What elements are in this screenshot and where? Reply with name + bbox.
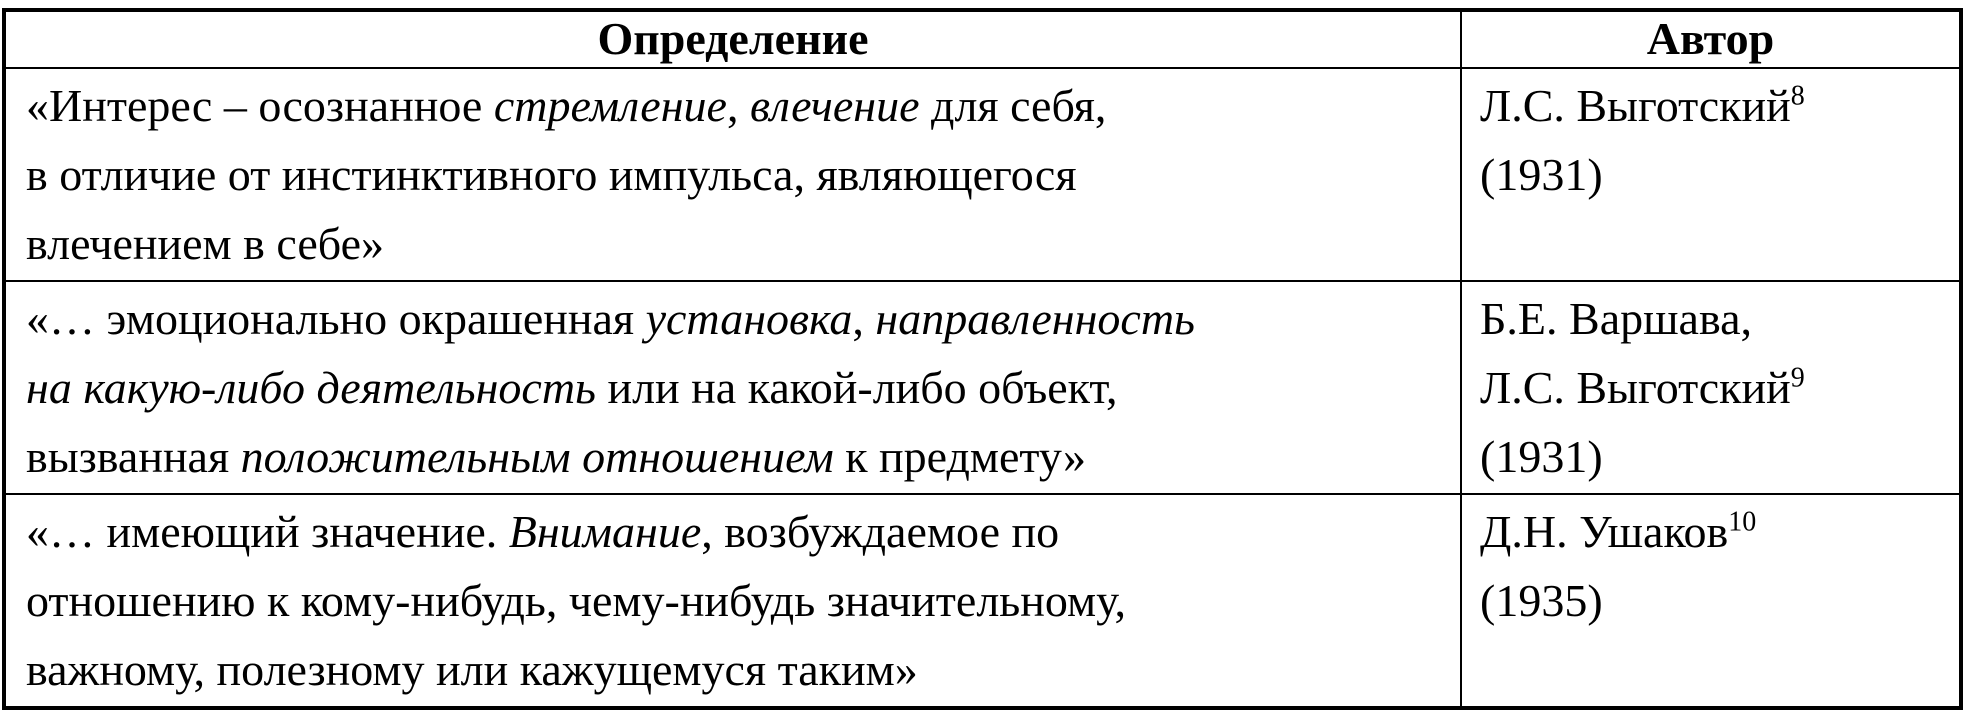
definition-text-line bbox=[26, 353, 1450, 422]
definition-text-line bbox=[26, 497, 1450, 566]
definition-text-segment: , bbox=[726, 80, 750, 131]
column-header-definition: Определение bbox=[4, 10, 1461, 68]
author-name-text: (1931) bbox=[1480, 431, 1603, 482]
definition-text-segment: отношению к кому-нибудь, чему-нибудь значительному, bbox=[26, 575, 1127, 626]
definition-text-segment: , возбуждаемое по bbox=[701, 506, 1060, 557]
author-text-line bbox=[1480, 566, 1953, 635]
author-text-line bbox=[1480, 497, 1953, 566]
definition-italic-segment: направленность bbox=[875, 293, 1195, 344]
footnote-superscript: 8 bbox=[1790, 80, 1805, 112]
definition-text-segment: «… имеющий значение. bbox=[26, 506, 509, 557]
definitions-table bbox=[2, 8, 1963, 710]
definition-text-segment: вызванная bbox=[26, 431, 241, 482]
definition-text-line bbox=[26, 284, 1450, 353]
definition-text-segment: важному, полезному или кажущемуся таким» bbox=[26, 644, 918, 695]
table-row bbox=[4, 68, 1961, 281]
table-row bbox=[4, 494, 1961, 708]
definition-text-line bbox=[26, 566, 1450, 635]
author-name-text: (1935) bbox=[1480, 575, 1603, 626]
definition-text-line bbox=[26, 140, 1450, 209]
author-cell bbox=[1461, 68, 1961, 281]
author-name-text: (1931) bbox=[1480, 149, 1603, 200]
column-header-author: Автор bbox=[1461, 10, 1961, 68]
author-text-line bbox=[1480, 71, 1953, 140]
author-name-text: Д.Н. Ушаков bbox=[1480, 506, 1729, 557]
definition-italic-segment: на какую-либо деятельность bbox=[26, 362, 596, 413]
definition-text-segment: к предмету» bbox=[833, 431, 1087, 482]
definition-text-segment: в отличие от инстинктивного импульса, являющегося bbox=[26, 149, 1077, 200]
definition-text-segment: «… эмоционально окрашенная bbox=[26, 293, 646, 344]
header-row bbox=[4, 10, 1961, 68]
table-row bbox=[4, 281, 1961, 494]
definition-text-segment: для себя, bbox=[919, 80, 1107, 131]
definition-text-line bbox=[26, 209, 1450, 278]
author-text-line bbox=[1480, 284, 1953, 353]
definition-text-segment: , bbox=[852, 293, 876, 344]
definition-italic-segment: влечение bbox=[749, 80, 920, 131]
author-name-text: Б.Е. Варшава, bbox=[1480, 293, 1752, 344]
author-text-line bbox=[1480, 422, 1953, 491]
definition-italic-segment: стремление bbox=[493, 80, 727, 131]
definition-cell bbox=[4, 494, 1461, 708]
table-header bbox=[4, 10, 1961, 68]
definition-cell bbox=[4, 281, 1461, 494]
definition-italic-segment: Внимание bbox=[508, 506, 702, 557]
author-text-line bbox=[1480, 140, 1953, 209]
definition-cell bbox=[4, 68, 1461, 281]
definition-text-line bbox=[26, 635, 1450, 704]
author-cell bbox=[1461, 494, 1961, 708]
table-body bbox=[4, 68, 1961, 708]
definition-text-line bbox=[26, 71, 1450, 140]
definition-text-line bbox=[26, 422, 1450, 491]
author-name-text: Л.С. Выготский bbox=[1480, 362, 1791, 413]
definition-italic-segment: установка bbox=[645, 293, 853, 344]
definition-text-segment: или на какой-либо объект, bbox=[595, 362, 1118, 413]
author-cell bbox=[1461, 281, 1961, 494]
definition-italic-segment: положительным отношением bbox=[240, 431, 834, 482]
author-text-line bbox=[1480, 353, 1953, 422]
author-name-text: Л.С. Выготский bbox=[1480, 80, 1791, 131]
footnote-superscript: 10 bbox=[1728, 506, 1757, 538]
footnote-superscript: 9 bbox=[1790, 362, 1805, 394]
definition-text-segment: влечением в себе» bbox=[26, 218, 384, 269]
definition-text-segment: «Интерес – осознанное bbox=[26, 80, 494, 131]
